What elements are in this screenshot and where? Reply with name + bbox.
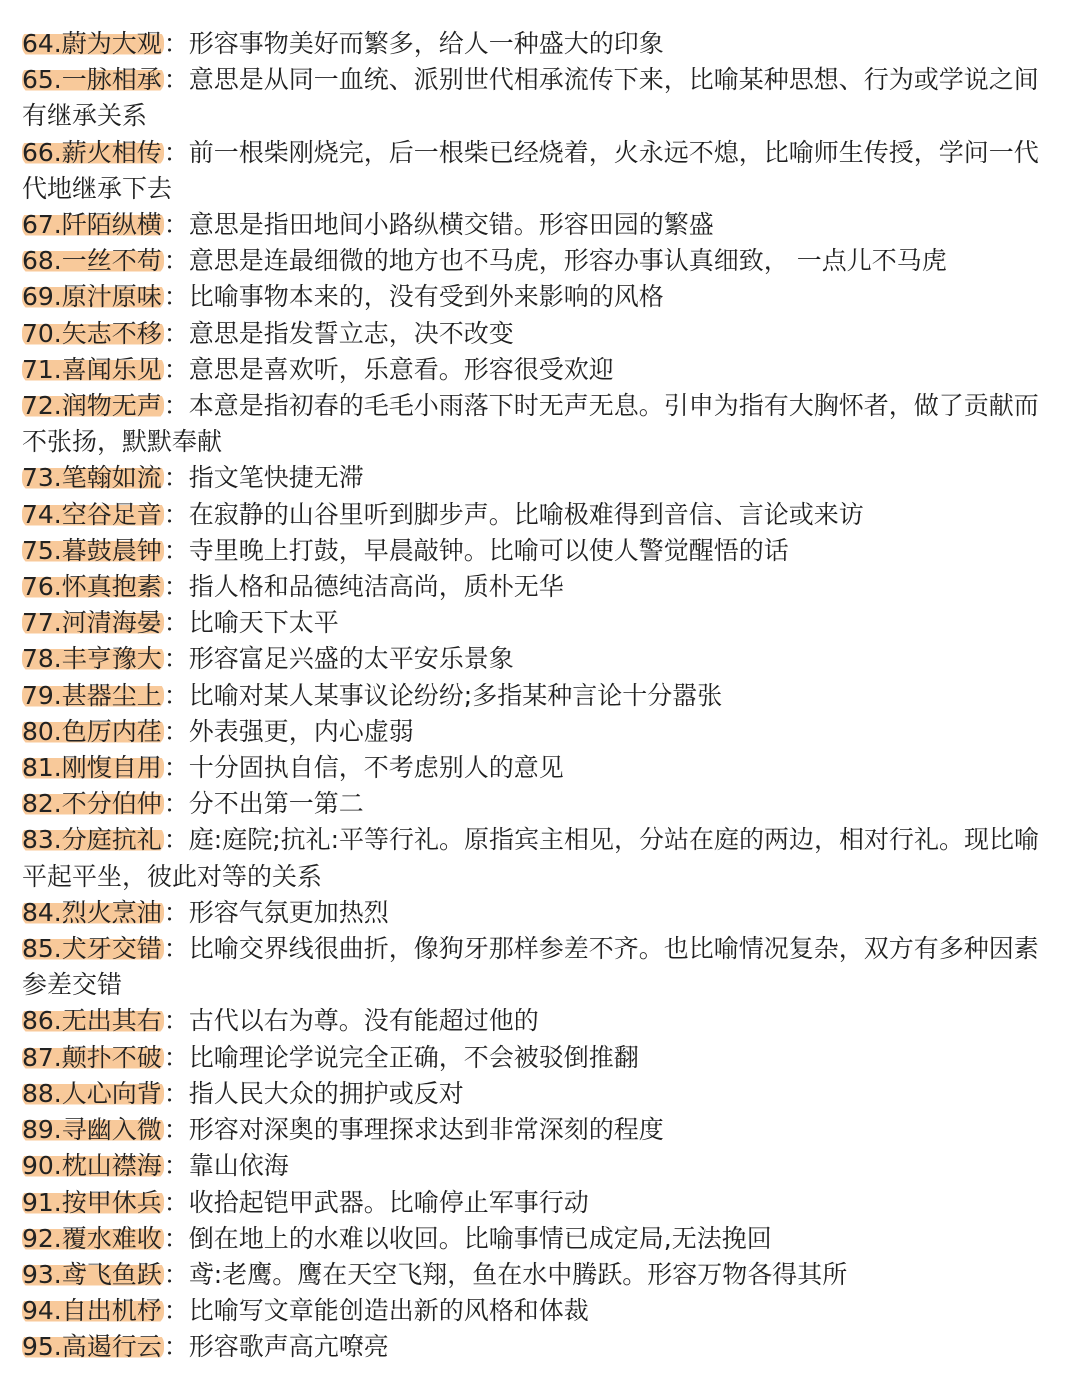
idiom-definition: 指人民大众的拥护或反对 [188,1078,464,1108]
separator: ： [163,1006,189,1036]
idiom-term: 71.喜闻乐见 [22,354,162,384]
idiom-term: 73.笔翰如流 [22,463,162,493]
idiom-term: 95.高遏行云 [22,1332,162,1362]
idiom-definition: 意思是喜欢听，乐意看。形容很受欢迎 [188,354,614,384]
idiom-definition: 外表强更，内心虚弱 [188,716,414,746]
idiom-term: 80.色厉内荏 [22,716,162,746]
idiom-entry [22,822,1062,894]
idiom-definition: 比喻事物本来的，没有受到外来影响的风格 [188,282,664,312]
idiom-entry [22,1076,1062,1112]
idiom-entry [22,895,1062,931]
separator: ： [163,1078,189,1108]
idiom-term: 67.阡陌纵横 [22,210,162,240]
idiom-term: 85.犬牙交错 [22,934,162,964]
idiom-entry [22,26,1062,62]
separator: ： [163,1151,189,1181]
separator: ： [163,210,189,240]
separator: ： [163,499,189,529]
separator: ： [163,391,189,421]
separator: ： [163,789,189,819]
idiom-definition: 倒在地上的水难以收回。比喻事情已成定局,无法挽回 [188,1223,772,1253]
idiom-entry [22,62,1062,134]
separator: ： [163,1115,189,1145]
idiom-entry [22,1003,1062,1039]
idiom-term: 93.鸢飞鱼跃 [22,1259,162,1289]
idiom-definition: 形容歌声高亢嘹亮 [188,1332,389,1362]
idiom-term: 94.自出机杼 [22,1296,162,1326]
idiom-term: 68.一丝不苟 [22,246,162,276]
separator: ： [163,897,189,927]
separator: ： [163,934,189,964]
idiom-entry [22,279,1062,315]
idiom-entry [22,569,1062,605]
idiom-definition: 庭:庭院;抗礼:平等行礼。原指宾主相见，分站在庭的两边，相对行礼。现比喻平起平坐，彼此对等的关系 [22,825,1040,891]
separator: ： [163,354,189,384]
idiom-entry [22,352,1062,388]
idiom-term: 72.润物无声 [22,391,162,421]
idiom-entry [22,388,1062,460]
idiom-definition: 指文笔快捷无滞 [188,463,364,493]
idiom-definition: 比喻写文章能创造出新的风格和体裁 [188,1296,589,1326]
idiom-definition: 在寂静的山谷里听到脚步声。比喻极难得到音信、言论或来访 [188,499,864,529]
idiom-term: 65.一脉相承 [22,65,162,95]
idiom-list [22,26,1062,1366]
idiom-definition: 形容对深奥的事理探求达到非常深刻的程度 [188,1115,664,1145]
idiom-entry [22,207,1062,243]
idiom-definition: 形容气氛更加热烈 [188,897,389,927]
idiom-definition: 前一根柴刚烧完，后一根柴已经烧着，火永远不熄，比喻师生传授，学问一代代地继承下去 [22,137,1039,203]
idiom-entry [22,316,1062,352]
idiom-term: 91.按甲休兵 [22,1187,162,1217]
idiom-entry [22,931,1062,1003]
idiom-definition: 鸢:老鹰。鹰在天空飞翔，鱼在水中腾跃。形容万物各得其所 [188,1259,848,1289]
separator: ： [163,282,189,312]
idiom-entry [22,714,1062,750]
idiom-entry [22,786,1062,822]
idiom-term: 74.空谷足音 [22,499,162,529]
idiom-definition: 指人格和品德纯洁高尚，质朴无华 [188,572,564,602]
separator: ： [163,463,189,493]
idiom-term: 64.蔚为大观 [22,29,162,58]
separator: ： [163,825,189,855]
idiom-entry [22,135,1062,207]
idiom-definition: 意思是连最细微的地方也不马虎，形容办事认真细致， 一点儿不马虎 [188,246,947,276]
idiom-entry [22,1148,1062,1184]
separator: ： [163,1223,189,1253]
idiom-term: 78.丰亨豫大 [22,644,162,674]
separator: ： [163,1332,189,1362]
separator: ： [163,644,189,674]
idiom-definition: 收拾起铠甲武器。比喻停止军事行动 [188,1187,589,1217]
separator: ： [163,318,189,348]
idiom-entry [22,1329,1062,1365]
idiom-definition: 分不出第一第二 [188,789,364,819]
idiom-entry [22,1257,1062,1293]
separator: ： [163,1187,189,1217]
separator: ： [163,1296,189,1326]
idiom-term: 92.覆水难收 [22,1223,162,1253]
idiom-entry [22,533,1062,569]
idiom-entry [22,750,1062,786]
separator: ： [163,753,189,783]
separator: ： [163,535,189,565]
idiom-entry [22,678,1062,714]
separator: ： [163,1042,189,1072]
separator: ： [163,65,189,95]
idiom-entry [22,641,1062,677]
idiom-entry [22,605,1062,641]
idiom-term: 89.寻幽入微 [22,1115,162,1145]
separator: ： [163,680,189,710]
separator: ： [163,246,189,276]
idiom-term: 90.枕山襟海 [22,1151,162,1181]
idiom-term: 84.烈火烹油 [22,897,162,927]
idiom-definition: 意思是指发誓立志，决不改变 [188,318,514,348]
idiom-entry [22,1185,1062,1221]
idiom-term: 75.暮鼓晨钟 [22,535,162,565]
separator: ： [163,608,189,638]
idiom-term: 79.甚器尘上 [22,680,162,710]
idiom-term: 77.河清海晏 [22,608,162,638]
idiom-definition: 靠山依海 [188,1151,289,1181]
idiom-definition: 古代以右为尊。没有能超过他的 [188,1006,539,1036]
idiom-term: 82.不分伯仲 [22,789,162,819]
idiom-definition: 形容富足兴盛的太平安乐景象 [188,644,514,674]
idiom-definition: 意思是从同一血统、派别世代相承流传下来，比喻某种思想、行为或学说之间有继承关系 [22,65,1039,131]
idiom-entry [22,243,1062,279]
idiom-definition: 形容事物美好而繁多，给人一种盛大的印象 [188,29,664,58]
idiom-term: 76.怀真抱素 [22,572,162,602]
idiom-term: 66.薪火相传 [22,137,162,167]
idiom-term: 87.颠扑不破 [22,1042,162,1072]
idiom-definition: 本意是指初春的毛毛小雨落下时无声无息。引申为指有大胸怀者，做了贡献而不张扬，默默奉献 [22,391,1039,457]
idiom-definition: 寺里晚上打鼓，早晨敲钟。比喻可以使人警觉醒悟的话 [188,535,789,565]
idiom-entry [22,1293,1062,1329]
idiom-definition: 比喻交界线很曲折，像狗牙那样参差不齐。也比喻情况复杂，双方有多种因素参差交错 [22,934,1039,1000]
idiom-entry [22,1040,1062,1076]
idiom-definition: 比喻天下太平 [188,608,339,638]
separator: ： [163,572,189,602]
idiom-definition: 比喻理论学说完全正确，不会被驳倒推翻 [188,1042,639,1072]
idiom-term: 83.分庭抗礼 [22,825,162,855]
separator: ： [163,1259,189,1289]
idiom-definition: 十分固执自信，不考虑别人的意见 [188,753,564,783]
idiom-definition: 意思是指田地间小路纵横交错。形容田园的繁盛 [188,210,714,240]
idiom-term: 86.无出其右 [22,1006,162,1036]
idiom-entry [22,497,1062,533]
idiom-entry [22,1221,1062,1257]
idiom-term: 70.矢志不移 [22,318,162,348]
idiom-definition: 比喻对某人某事议论纷纷;多指某种言论十分嚣张 [188,680,723,710]
idiom-term: 88.人心向背 [22,1078,162,1108]
separator: ： [163,29,189,58]
idiom-entry [22,1112,1062,1148]
idiom-entry [22,460,1062,496]
separator: ： [163,716,189,746]
separator: ： [163,137,189,167]
idiom-term: 69.原汁原味 [22,282,162,312]
idiom-term: 81.刚愎自用 [22,753,162,783]
